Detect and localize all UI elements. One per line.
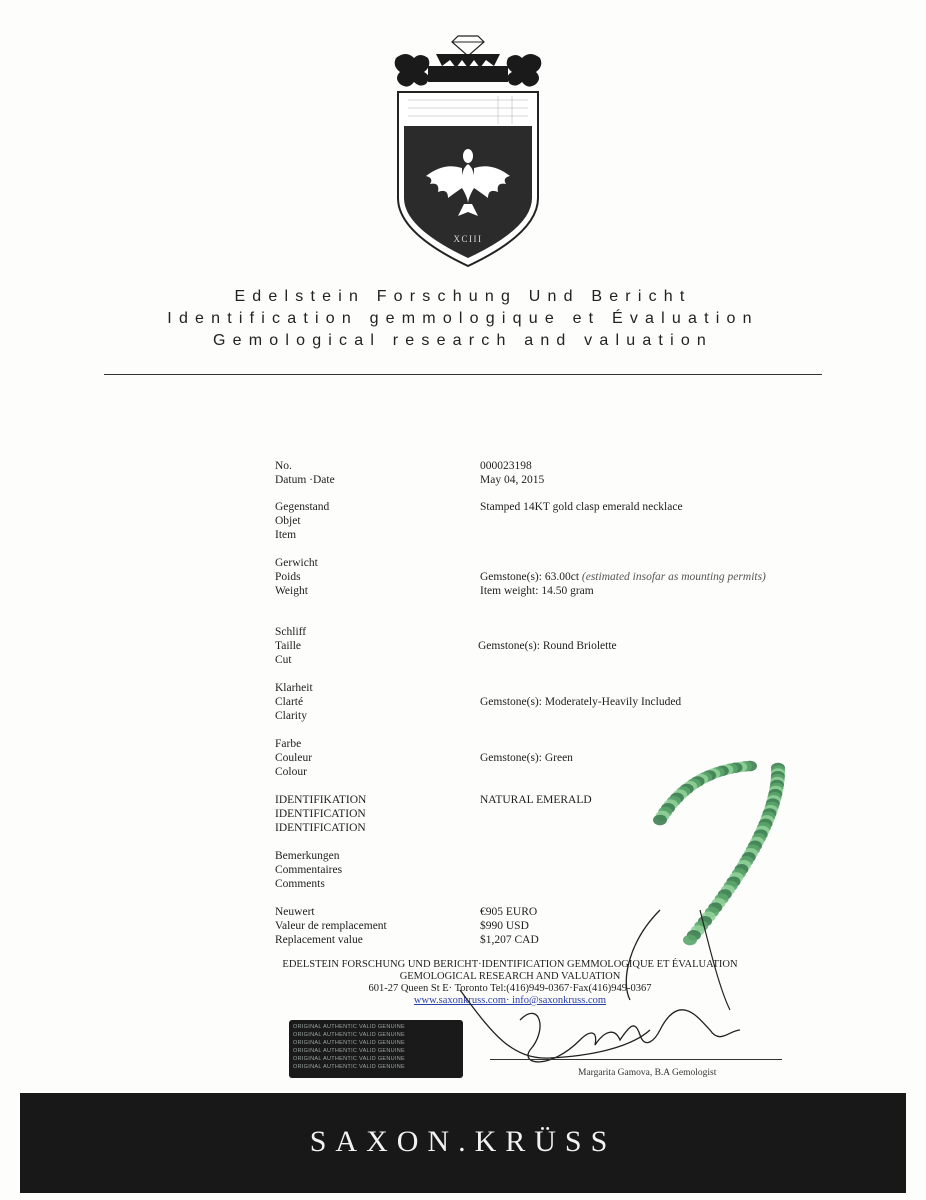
colour-labels: Farbe Couleur Colour xyxy=(275,738,313,778)
value-cad: $1,207 CAD xyxy=(480,934,539,946)
number-date-labels: No. Datum ·Date xyxy=(275,460,335,486)
weight-values xyxy=(480,570,800,598)
authenticity-seal: ORIGINAL AUTHENTIC VALID GENUINE ORIGINAL AUTHENTIC VALID GENUINE ORIGINAL AUTHENTIC VALID GENUINE ORIGINAL AUTHENTIC VALID GENUINE ORIGINAL AUTHENTIC VALID GENUINE ORIGINAL AUTHENTIC VALID GENUINE xyxy=(289,1020,463,1078)
gemstone-weight: Gemstone(s): 63.00ct xyxy=(480,571,580,583)
number-date-values xyxy=(480,459,800,487)
certificate-number: 000023198 xyxy=(480,460,532,472)
value-usd: $990 USD xyxy=(480,920,529,932)
footer-web-link[interactable]: www.saxonkruss.com· info@saxonkruss.com xyxy=(413,995,607,1006)
crest-logo xyxy=(388,28,548,268)
identification-value: NATURAL EMERALD xyxy=(480,794,592,806)
emerald-bead xyxy=(653,815,667,826)
title-french: Identification gemmologique et Évaluation xyxy=(167,310,759,327)
diamond-icon xyxy=(452,36,484,56)
header-titles xyxy=(60,286,866,352)
cut-labels: Schliff Taille Cut xyxy=(275,626,307,666)
header-divider xyxy=(104,374,822,375)
item-labels: Gegenstand Objet Item xyxy=(275,501,330,541)
mantling-crown-icon xyxy=(395,54,542,87)
clarity-labels: Klarheit Clarté Clarity xyxy=(275,682,313,722)
cut-value: Gemstone(s): Round Briolette xyxy=(478,640,617,652)
title-english: Gemological research and valuation xyxy=(212,332,714,349)
footer-address: 601-27 Queen St E· Toronto Tel:(416)949-0367·Fax(416)949-0367 xyxy=(368,983,652,994)
signature-image xyxy=(430,880,790,1100)
crest-numeral: XCIII xyxy=(453,234,483,244)
colour-value: Gemstone(s): Green xyxy=(480,752,573,764)
brand-footer-band xyxy=(20,1093,906,1193)
signature-line xyxy=(490,1059,782,1060)
item-weight: Item weight: 14.50 gram xyxy=(480,585,594,597)
clarity-value: Gemstone(s): Moderately-Heavily Included xyxy=(480,696,682,708)
weight-note: (estimated insofar as mounting permits) xyxy=(581,571,766,583)
value-euro: €905 EURO xyxy=(480,906,538,918)
identification-labels: IDENTIFIKATION IDENTIFICATION IDENTIFICATION xyxy=(275,794,367,834)
brand-name: SAXON.KRÜSS xyxy=(309,1125,617,1158)
replacement-labels: Neuwert Valeur de remplacement Replacement value xyxy=(275,906,387,946)
title-german: Edelstein Forschung Und Bericht xyxy=(234,288,692,305)
footer-org-line2: GEMOLOGICAL RESEARCH AND VALUATION xyxy=(399,971,621,982)
item-value: Stamped 14KT gold clasp emerald necklace xyxy=(480,501,683,513)
certificate-date: May 04, 2015 xyxy=(480,474,545,486)
weight-labels: Gerwicht Poids Weight xyxy=(275,557,318,597)
gemologist-name: Margarita Gamova, B.A Gemologist xyxy=(578,1068,717,1078)
footer-org-line1: EDELSTEIN FORSCHUNG UND BERICHT·IDENTIFICATION GEMMOLOGIQUE ET ÉVALUATION xyxy=(282,959,738,970)
remarks-labels: Bemerkungen Commentaires Comments xyxy=(275,850,343,890)
